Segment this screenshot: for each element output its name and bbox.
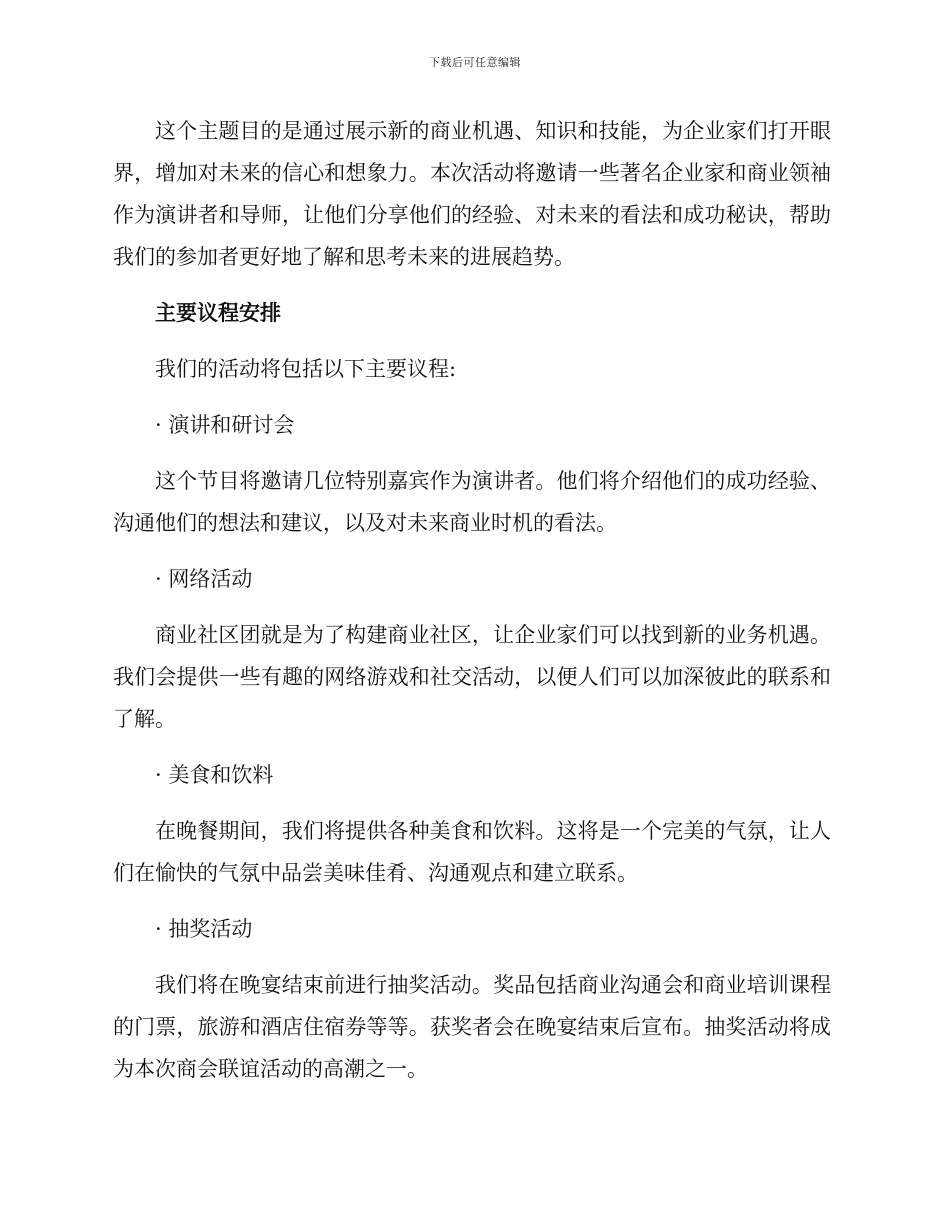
section-heading: 主要议程安排 (155, 301, 281, 325)
intro-paragraph: 这个主题目的是通过展示新的商业机遇、知识和技能，为企业家们打开眼界，增加对未来的信心和想象力。本次活动将邀请一些著名企业家和商业领袖作为演讲者和导师，让他们分享他们的经验、对未来的看法和成功秘诀，帮助我们的参加者更好地了解和思考未来的进展趋势。 (113, 119, 831, 269)
agenda-item-title: · 演讲和研讨会 (155, 413, 295, 437)
agenda-item-title: · 抽奖活动 (155, 917, 253, 941)
agenda-item-body: 我们将在晚宴结束前进行抽奖活动。奖品包括商业沟通会和商业培训课程的门票，旅游和酒店住宿券等等。获奖者会在晚宴结束后宣布。抽奖活动将成为本次商会联谊活动的高潮之一。 (113, 973, 831, 1081)
document-body (113, 110, 831, 1104)
agenda-intro: 我们的活动将包括以下主要议程: (155, 357, 457, 381)
header-note: 下载后可任意编辑 (429, 56, 521, 69)
agenda-item-title: · 美食和饮料 (155, 763, 274, 787)
agenda-item-body: 这个节目将邀请几位特别嘉宾作为演讲者。他们将介绍他们的成功经验、沟通他们的想法和建议，以及对未来商业时机的看法。 (113, 469, 831, 535)
agenda-item-body: 商业社区团就是为了构建商业社区，让企业家们可以找到新的业务机遇。我们会提供一些有趣的网络游戏和社交活动，以便人们可以加深彼此的联系和了解。 (113, 623, 831, 731)
agenda-item-body: 在晚餐期间，我们将提供各种美食和饮料。这将是一个完美的气氛，让人们在愉快的气氛中品尝美味佳肴、沟通观点和建立联系。 (113, 819, 831, 885)
agenda-item-title: · 网络活动 (155, 567, 253, 591)
